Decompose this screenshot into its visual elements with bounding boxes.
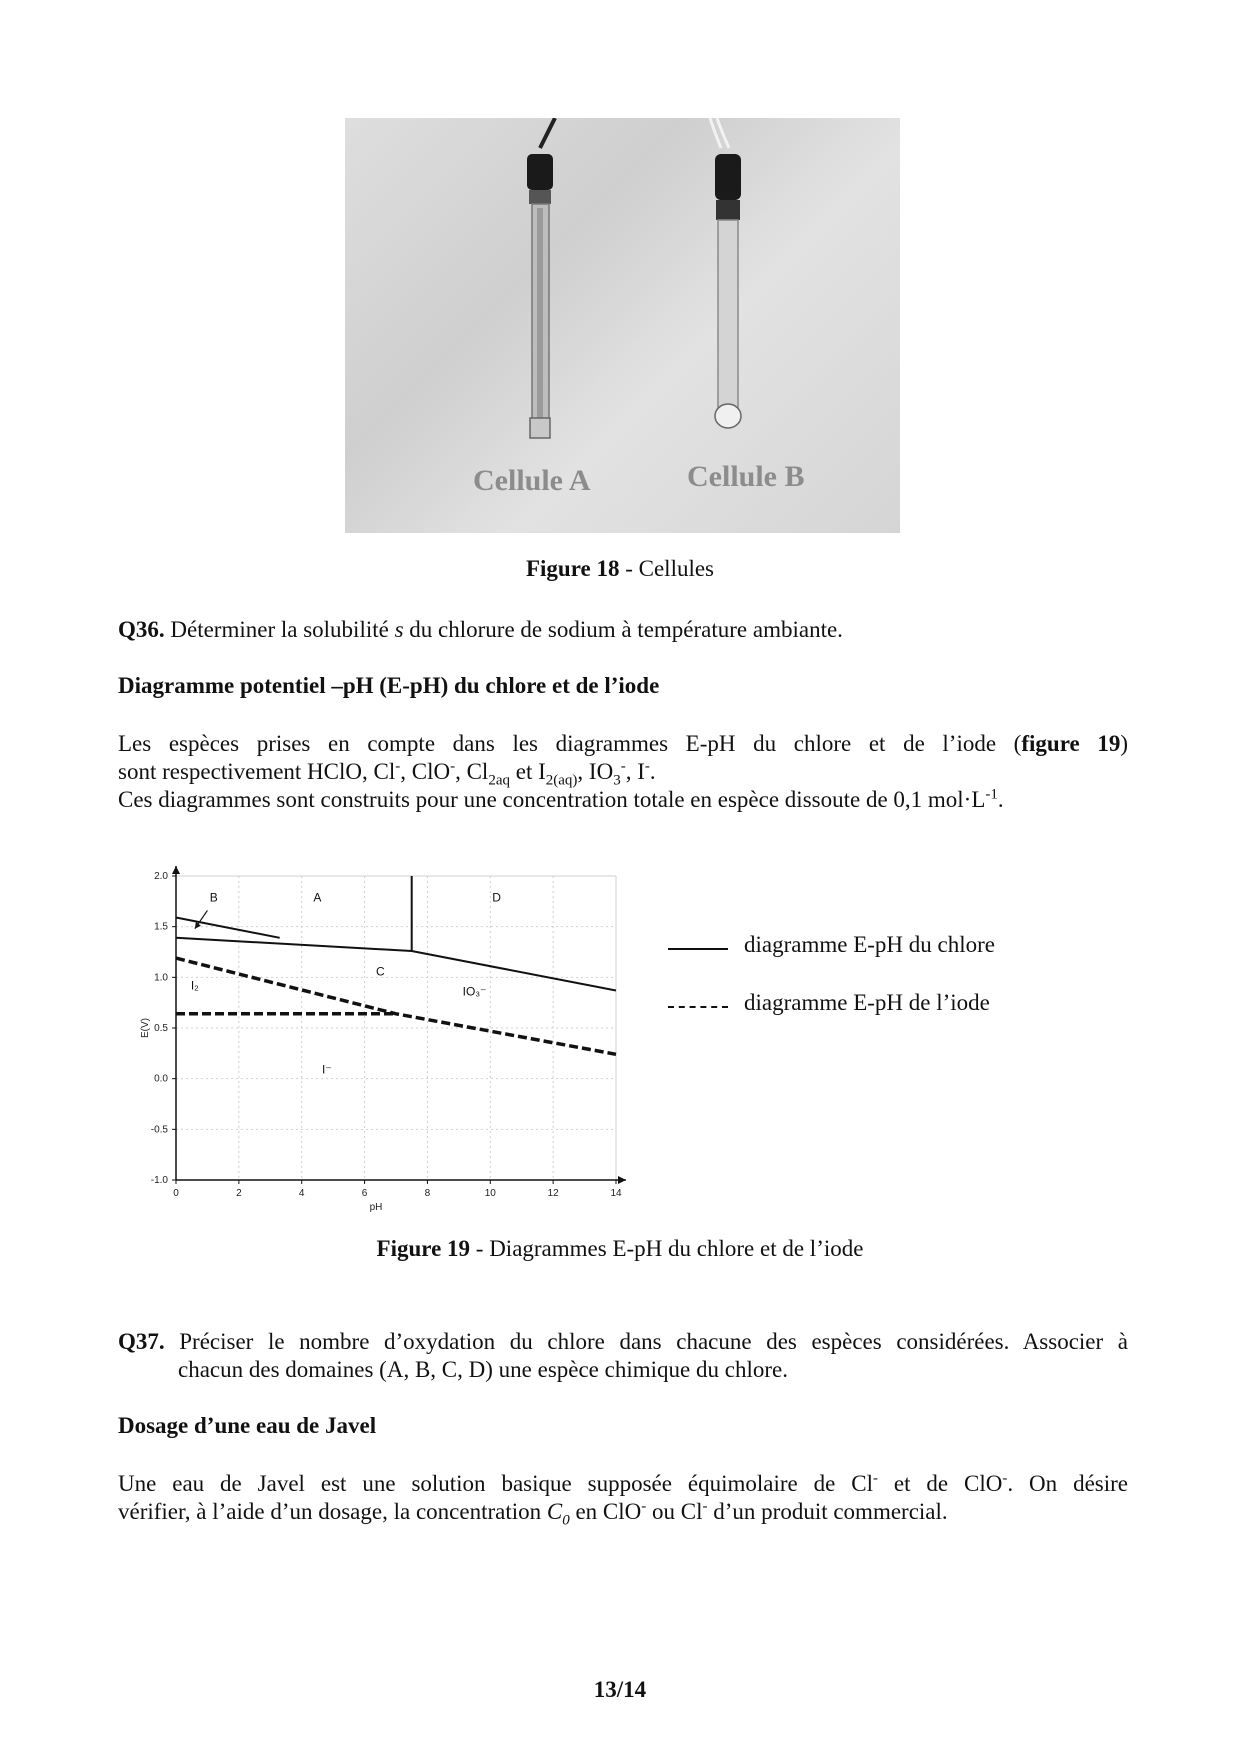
y-axis-label: E(V) [140, 1018, 151, 1038]
region-label: D [492, 890, 501, 905]
cellule-b-label: Cellule B [687, 460, 805, 493]
x-tick-label: 0 [173, 1188, 179, 1199]
figure-19-caption [0, 1236, 1240, 1262]
e-ph-diagram [140, 860, 640, 1220]
figure-19-number: Figure 19 [376, 1236, 471, 1261]
region-label: C [375, 964, 385, 979]
y-tick-label: 1.0 [154, 972, 168, 984]
iode-boundary-line [176, 958, 616, 1054]
x-tick-label: 4 [298, 1188, 305, 1199]
x-tick-label: 6 [361, 1188, 368, 1199]
question-37-line-1: Q37. Préciser le nombre d’oxydation du chlore dans chacune des espèces considérées. Associer à [118, 1329, 1128, 1354]
chart-legend [668, 928, 1138, 1018]
y-axis-arrow [172, 866, 180, 874]
section-heading-e-ph: Diagramme potentiel –pH (E-pH) du chlore et de l’iode [118, 673, 660, 698]
paragraph-1-line-3: Ces diagrammes sont construits pour une concentration totale en espèce dissoute de 0,1 $mol\cdot L^{-1}$. [118, 786, 1004, 812]
variable-c0: C [546, 1499, 563, 1524]
legend-solid-line [668, 948, 728, 950]
figure-18-caption-text: - Cellules [619, 556, 715, 581]
figure-18-photo [345, 118, 900, 533]
question-36: Q36. Déterminer la solubilité s du chlorure de sodium à température ambiante. [118, 617, 843, 642]
question-36-number: Q36. [118, 617, 165, 642]
x-tick-label: 14 [610, 1188, 622, 1199]
electrodes-illustration [345, 118, 900, 533]
x-tick-label: 10 [484, 1188, 496, 1199]
figure-19-reference: figure 19 [1021, 731, 1121, 756]
paragraph-2-line-2: vérifier, à l’aide d’un dosage, la concentration $C_0$ en ClO- ou Cl- d’un produit commercial. [118, 1498, 948, 1529]
figure-18-number: Figure 18 [525, 556, 620, 581]
chlore-boundary-line [176, 918, 280, 938]
x-axis-label: pH [369, 1202, 383, 1213]
y-tick-label: 1.5 [154, 921, 168, 933]
y-tick-label: 2.0 [154, 871, 168, 882]
figure-19-caption-text: - Diagrammes E-pH du chlore et de l’iode [470, 1236, 864, 1261]
region-label: IO₃⁻ [462, 984, 487, 999]
paragraph-1-line-1: Les espèces prises en compte dans les diagrammes E-pH du chlore et de l’iode (figure 19) [118, 731, 1129, 756]
chlore-boundary-line [176, 938, 616, 991]
region-label: I₂ [190, 978, 199, 993]
y-tick-label: -1.0 [150, 1175, 168, 1186]
y-tick-label: -0.5 [150, 1124, 168, 1136]
section-heading-javel: Dosage d’une eau de Javel [118, 1413, 377, 1438]
x-tick-label: 12 [547, 1188, 559, 1199]
y-tick-label: 0.0 [154, 1073, 168, 1085]
cellule-a-label: Cellule A [473, 464, 591, 497]
question-37-line-2: chacun des domaines (A, B, C, D) une espèce chimique du chlore. [178, 1357, 788, 1382]
paragraph-2-line-1: Une eau de Javel est une solution basique supposée équimolaire de Cl- et de ClO-. On désire [118, 1470, 1128, 1496]
y-tick-label: 0.5 [154, 1023, 168, 1034]
x-axis-arrow [618, 1176, 626, 1184]
variable-s: s [394, 617, 404, 642]
legend-dashed-line [668, 1006, 728, 1008]
region-label: I⁻ [322, 1062, 332, 1077]
legend-chlore-label: diagramme E-pH du chlore [744, 932, 995, 957]
x-tick-label: 8 [424, 1188, 431, 1199]
page-number: 13/14 [593, 1677, 647, 1702]
figure-18-caption [0, 556, 1240, 582]
region-label: A [313, 890, 322, 905]
paragraph-1-line-2: sont respectivement HClO, Cl-, ClO-, $Cl_{2aq}$ et $I_{2(aq)}$, $IO_3^-$, I-. [118, 758, 656, 789]
x-tick-label: 2 [236, 1188, 242, 1199]
region-label: B [209, 890, 218, 905]
question-37-number: Q37. [118, 1329, 165, 1354]
legend-iode-label: diagramme E-pH de l’iode [744, 990, 990, 1015]
